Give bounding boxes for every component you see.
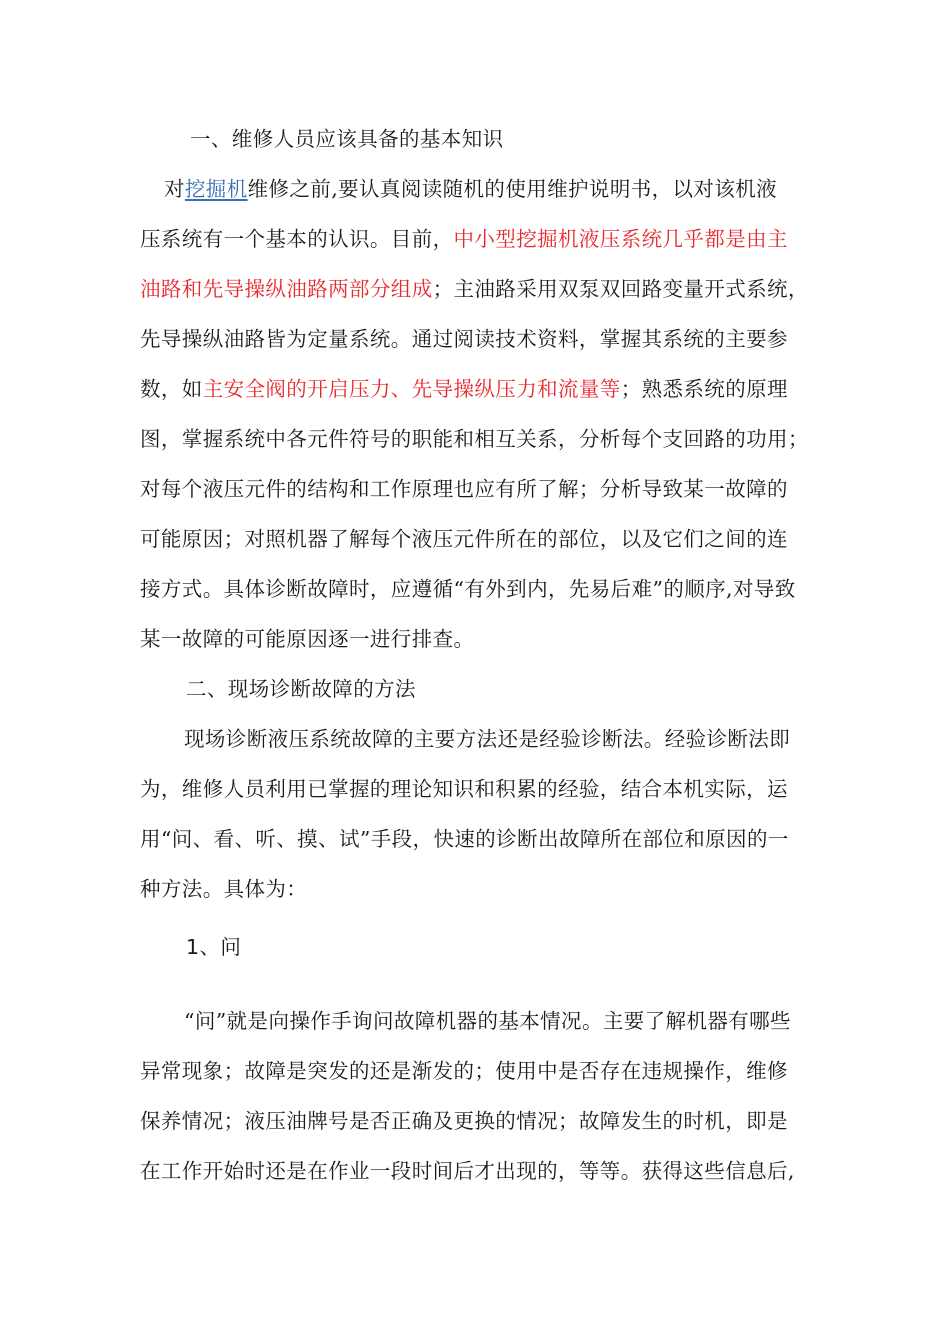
- paragraph-line: [140, 374, 820, 404]
- paragraph-line: 保养情况；液压油牌号是否正确及更换的情况；故障发生的时机，即是: [140, 1109, 788, 1133]
- paragraph-line: 为，维修人员利用已掌握的理论知识和积累的经验，结合本机实际，运: [140, 777, 788, 801]
- highlighted-text: 油路和先导操纵油路两部分组成: [140, 277, 433, 301]
- paragraph-line: 图，掌握系统中各元件符号的职能和相互关系，分析每个支回路的功用；: [140, 427, 809, 451]
- subsection-number: 1: [186, 935, 200, 959]
- paragraph-line: 在工作开始时还是在作业一段时间后才出现的，等等。获得这些信息后,: [140, 1159, 795, 1183]
- section-heading-2: 二、现场诊断故障的方法: [186, 677, 416, 701]
- section-heading-1: 一、维修人员应该具备的基本知识: [190, 127, 504, 151]
- paragraph-line: 异常现象；故障是突发的还是渐发的；使用中是否存在违规操作，维修: [140, 1059, 788, 1083]
- paragraph-line: 先导操纵油路皆为定量系统。通过阅读技术资料，掌握其系统的主要参: [140, 327, 788, 351]
- subsection-heading-1: [186, 932, 866, 962]
- paragraph-line: [140, 274, 820, 304]
- text-run: 压系统有一个基本的认识。目前，: [140, 227, 454, 251]
- text-run: 数，如: [140, 377, 203, 401]
- paragraph-line: 可能原因；对照机器了解每个液压元件所在的部位，以及它们之间的连: [140, 527, 788, 551]
- paragraph-line: [140, 224, 820, 254]
- text-run: ；熟悉系统的原理: [620, 377, 788, 401]
- paragraph-line: 对每个液压元件的结构和工作原理也应有所了解；分析导致某一故障的: [140, 477, 788, 501]
- paragraph-line: 某一故障的可能原因逐一进行排查。: [140, 627, 475, 651]
- text-run: ；主油路采用双泵双回路变量开式系统，: [432, 277, 809, 301]
- paragraph-line: [164, 174, 844, 204]
- excavator-link[interactable]: 挖掘机: [184, 177, 248, 201]
- paragraph-line: 种方法。具体为：: [140, 877, 308, 901]
- paragraph-line: 现场诊断液压系统故障的主要方法还是经验诊断法。经验诊断法即: [184, 727, 791, 751]
- paragraph-line: 接方式。具体诊断故障时，应遵循“有外到内，先易后难”的顺序,对导致: [140, 577, 796, 601]
- paragraph-line: “问”就是向操作手询问故障机器的基本情况。主要了解机器有哪些: [184, 1009, 791, 1033]
- paragraph-line: 用“问、看、听、摸、试”手段，快速的诊断出故障所在部位和原因的一: [140, 827, 789, 851]
- text-run: 维修之前,要认真阅读随机的使用维护说明书，以对该机液: [247, 177, 778, 201]
- highlighted-text: 主安全阀的开启压力、先导操纵压力和流量等: [202, 377, 621, 401]
- subsection-title: 、问: [199, 935, 242, 959]
- text-run: 对: [164, 177, 185, 201]
- highlighted-text: 中小型挖掘机液压系统几乎都是由主: [453, 227, 788, 251]
